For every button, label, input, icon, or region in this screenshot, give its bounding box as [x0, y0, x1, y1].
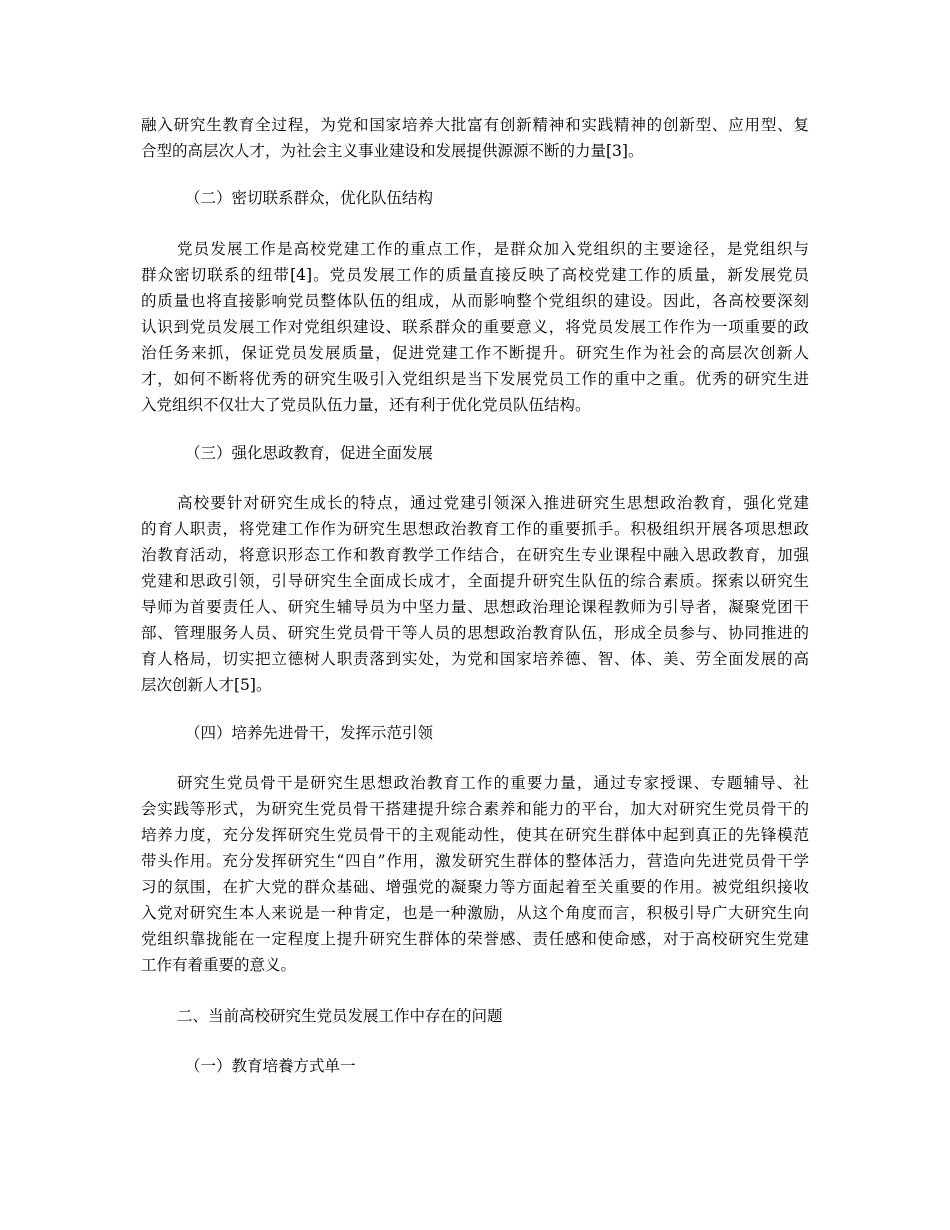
paragraph-line: 研究生党员骨干是研究生思想政治教育工作的重要力量，通过专家授课、专题辅导、社: [177, 774, 809, 792]
paragraph-line: 才，如何不断将优秀的研究生吸引入党组织是当下发展党员工作的重中之重。优秀的研究生进: [141, 370, 809, 388]
paragraph-line: 入党组织不仅壮大了党员队伍力量，还有利于优化党员队伍结构。: [141, 396, 591, 414]
paragraph-line: 工作有着重要的意义。: [141, 956, 297, 974]
paragraph-line: 入党对研究生本人来说是一种肯定，也是一种激励，从这个角度而言，积极引导广大研究生向: [141, 904, 809, 922]
paragraph-line: 治教育活动，将意识形态工作和教育教学工作结合，在研究生专业课程中融入思政教育，加强: [141, 546, 809, 564]
part-heading: 二、当前高校研究生党员发展工作中存在的问题: [177, 1007, 503, 1025]
section-heading: （一）教育培養方式单一: [185, 1057, 356, 1075]
paragraph-line: 治任务来抓，保证党员发展质量，促进党建工作不断提升。研究生作为社会的高层次创新人: [141, 344, 809, 362]
paragraph-line: 党组织靠拢能在一定程度上提升研究生群体的荣誉感、责任感和使命感，对于高校研究生党建: [141, 930, 809, 948]
paragraph-line: 培养力度，充分发挥研究生党员骨干的主观能动性，使其在研究生群体中起到真正的先锋模范: [141, 826, 809, 844]
paragraph-line: 合型的高层次人才，为社会主义事业建设和发展提供源源不断的力量[3]。: [141, 142, 644, 160]
paragraph-line: 育人格局，切实把立德树人职责落到实处，为党和国家培养德、智、体、美、劳全面发展的高: [141, 650, 809, 668]
paragraph-line: 融入研究生教育全过程，为党和国家培养大批富有创新精神和实践精神的创新型、应用型、复: [141, 116, 809, 134]
paragraph-line: 层次创新人才[5]。: [141, 676, 272, 694]
paragraph-line: 习的氛围，在扩大党的群众基础、增强党的凝聚力等方面起着至关重要的作用。被党组织接收: [141, 878, 809, 896]
paragraph-line: 的育人职责，将党建工作作为研究生思想政治教育工作的重要抓手。积极组织开展各项思想政: [141, 520, 809, 538]
paragraph-line: 党建和思政引领，引导研究生全面成长成才，全面提升研究生队伍的综合素质。探索以研究生: [141, 572, 809, 590]
paragraph-line: 部、管理服务人员、研究生党员骨干等人员的思想政治教育队伍，形成全员参与、协同推进的: [141, 624, 809, 642]
paragraph-line: 党员发展工作是高校党建工作的重点工作，是群众加入党组织的主要途径，是党组织与: [177, 240, 809, 258]
section-heading: （二）密切联系群众，优化队伍结构: [185, 189, 434, 207]
paragraph-line: 群众密切联系的纽带[4]。党员发展工作的质量直接反映了高校党建工作的质量，新发展党员: [141, 266, 809, 284]
paragraph-line: 导师为首要责任人、研究生辅导员为中坚力量、思想政治理论课程教师为引导者，凝聚党团干: [141, 598, 809, 616]
paragraph-line: 会实践等形式，为研究生党员骨干搭建提升综合素养和能力的平台，加大对研究生党员骨干的: [141, 800, 809, 818]
paragraph-line: 认识到党员发展工作对党组织建设、联系群众的重要意义，将党员发展工作作为一项重要的政: [141, 318, 809, 336]
paragraph-line: 带头作用。充分发挥研究生“四自”作用，激发研究生群体的整体活力，营造向先进党员骨干学: [141, 852, 809, 870]
paragraph-line: 高校要针对研究生成长的特点，通过党建引领深入推进研究生思想政治教育，强化党建: [177, 494, 809, 512]
section-heading: （三）强化思政教育，促进全面发展: [185, 444, 434, 462]
section-heading: （四）培养先进骨干，发挥示范引领: [185, 724, 434, 742]
paragraph-line: 的质量也将直接影响党员整体队伍的组成，从而影响整个党组织的建设。因此，各高校要深刻: [141, 292, 809, 310]
